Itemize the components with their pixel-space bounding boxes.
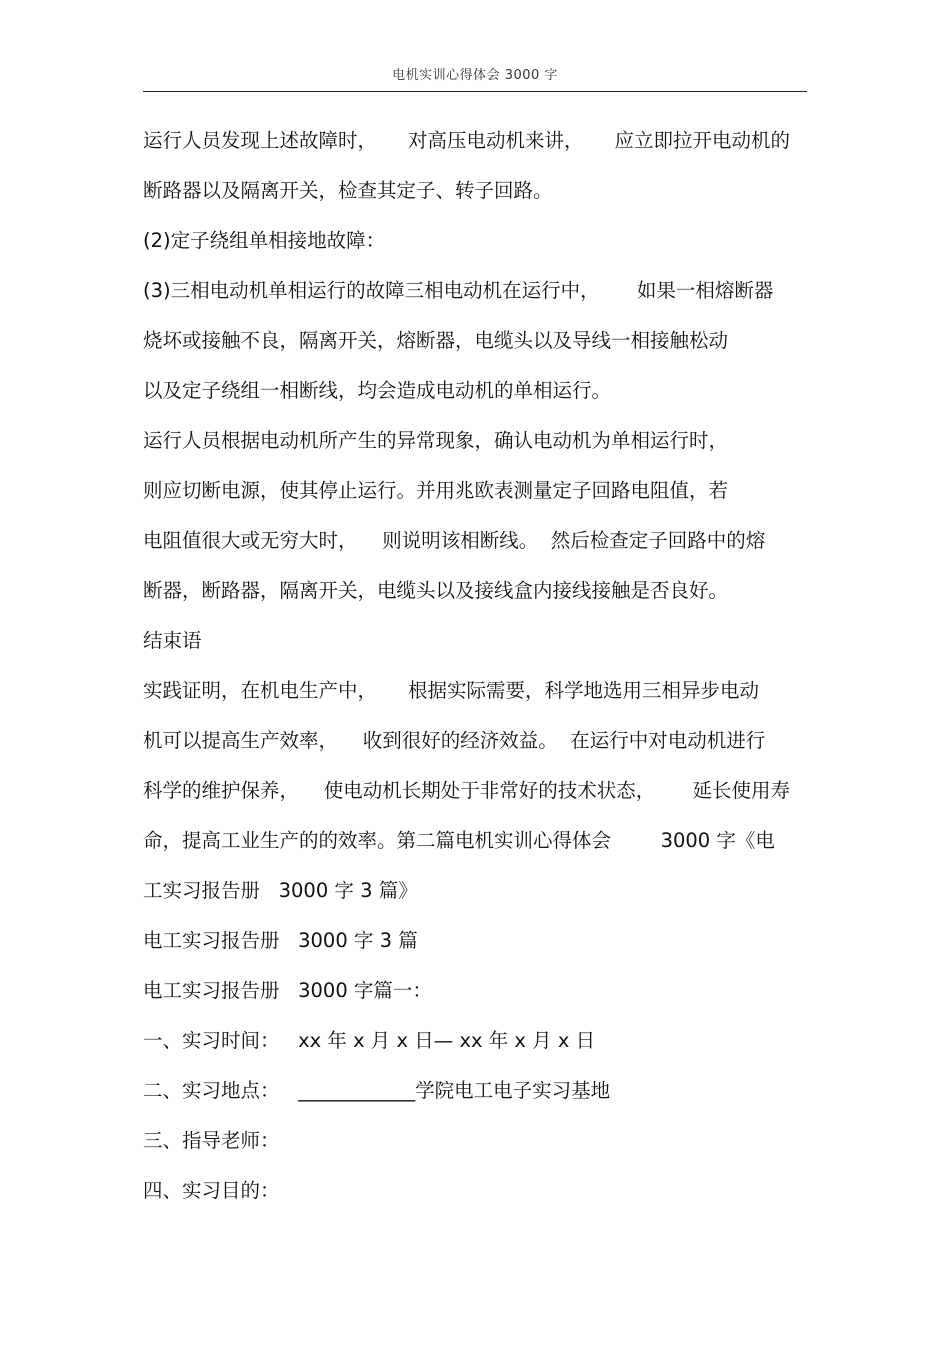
page-header-title: 电机实训心得体会 3000 字: [392, 68, 558, 83]
text-line: 运行人员根据电动机所产生的异常现象，确认电动机为单相运行时，: [143, 429, 729, 452]
text-line: 烧坏或接触不良，隔离开关，熔断器，电缆头以及导线一相接触松动: [143, 329, 729, 352]
list-item-time: 一、实习时间： xx 年 x 月 x 日— xx 年 x 月 x 日: [143, 1029, 596, 1052]
text-line: 机可以提高生产效率， 收到很好的经济效益。 在运行中对电动机进行: [143, 729, 766, 752]
text-line: 电阻值很大或无穷大时， 则说明该相断线。 然后检查定子回路中的熔: [143, 529, 766, 552]
text-line: 断路器以及隔离开关，检查其定子、转子回路。: [143, 179, 553, 202]
text-line: 断器，断路器，隔离开关，电缆头以及接线盒内接线接触是否良好。: [143, 579, 729, 602]
text-line: (2)定子绕组单相接地故障：: [143, 229, 386, 252]
text-line: 运行人员发现上述故障时， 对高压电动机来讲， 应立即拉开电动机的: [143, 129, 790, 152]
text-line: 以及定子绕组一相断线，均会造成电动机的单相运行。: [143, 379, 612, 402]
text-line: 工实习报告册 3000 字 3 篇》: [143, 879, 418, 902]
text-line: 电工实习报告册 3000 字 3 篇: [143, 929, 418, 952]
body-text: [143, 116, 807, 1216]
text-line: 则应切断电源，使其停止运行。并用兆欧表测量定子回路电阻值，若: [143, 479, 729, 502]
list-item-instructor: 三、指导老师：: [143, 1129, 280, 1152]
list-item-purpose: 四、实习目的：: [143, 1179, 280, 1202]
header-divider: [143, 91, 807, 92]
text-line: 实践证明，在机电生产中， 根据实际需要，科学地选用三相异步电动: [143, 679, 759, 702]
text-line: 命，提高工业生产的的效率。第二篇电机实训心得体会 3000 字《电: [143, 829, 775, 852]
text-line: (3)三相电动机单相运行的故障三相电动机在运行中， 如果一相熔断器: [143, 279, 774, 302]
section-heading: 结束语: [143, 629, 202, 652]
list-item-location: 二、实习地点： ____________学院电工电子实习基地: [143, 1079, 611, 1102]
text-line: 科学的维护保养， 使电动机长期处于非常好的技术状态， 延长使用寿: [143, 779, 790, 802]
text-line: 电工实习报告册 3000 字篇一：: [143, 979, 432, 1002]
